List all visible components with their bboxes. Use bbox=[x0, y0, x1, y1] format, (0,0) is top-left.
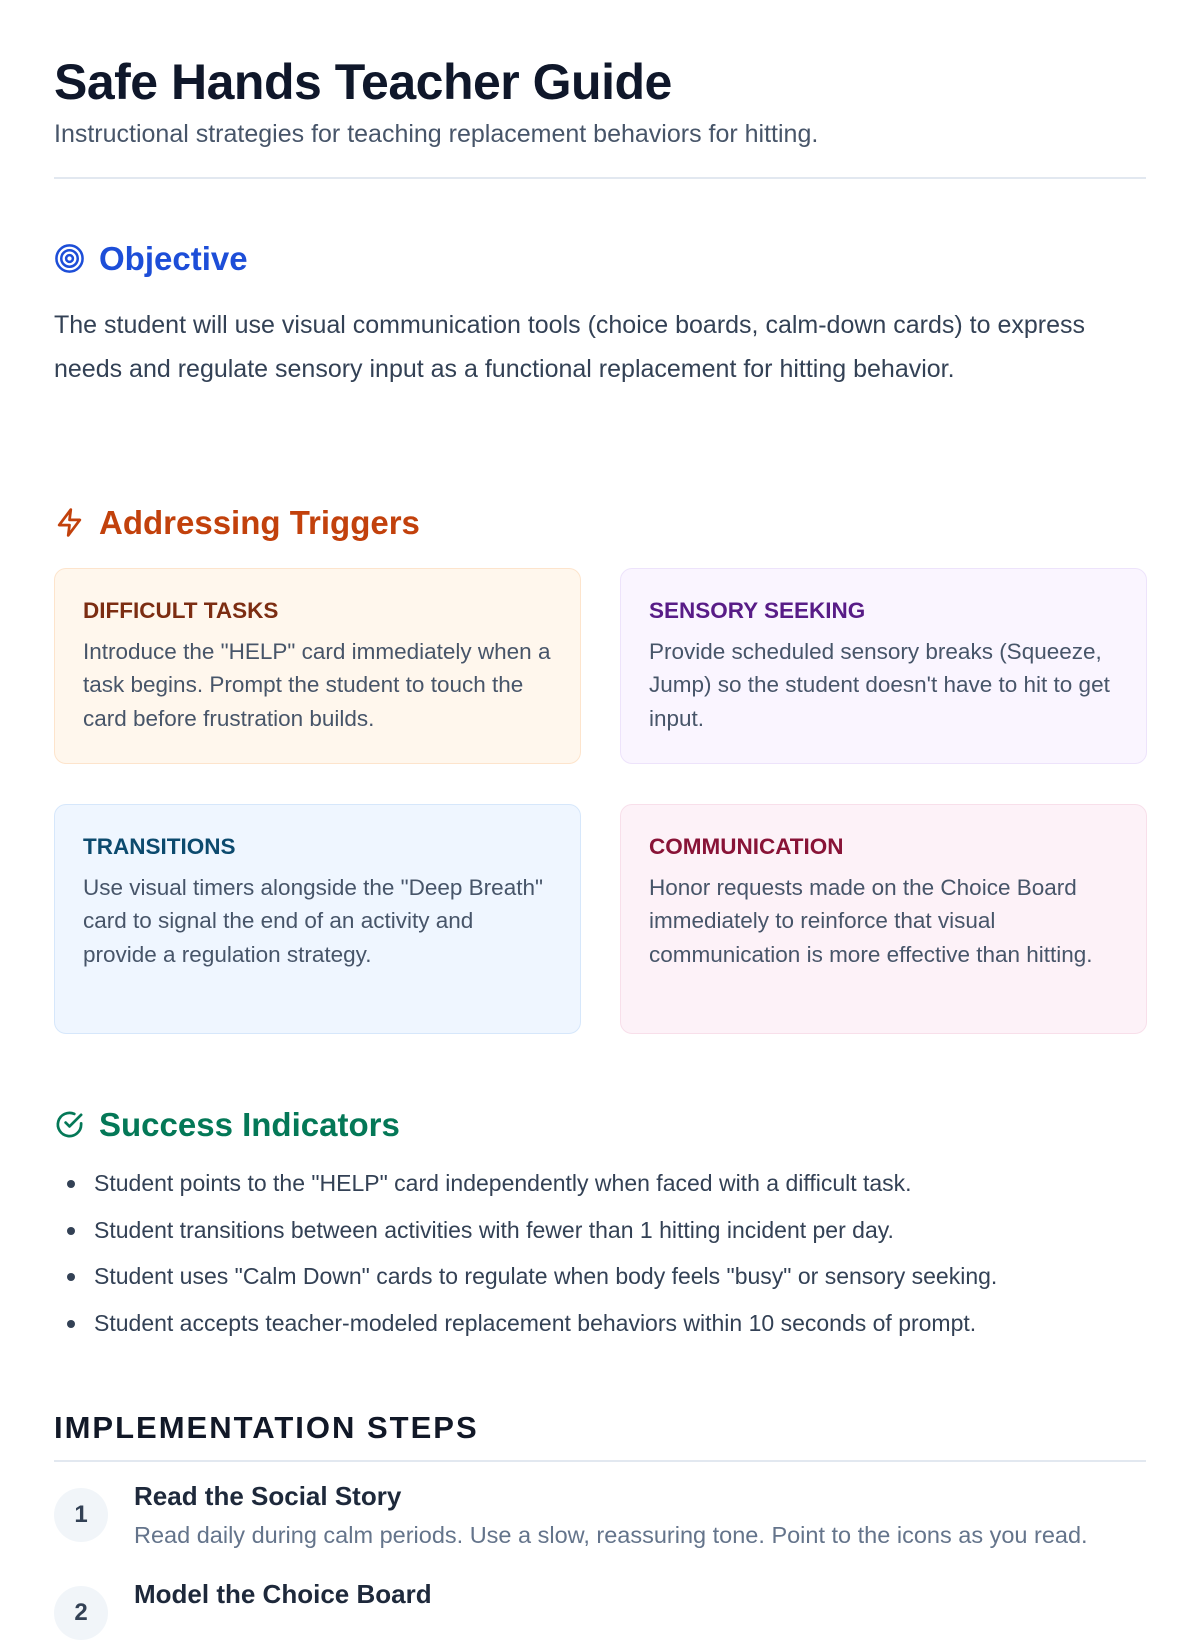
lightning-bolt-icon bbox=[54, 507, 85, 538]
trigger-card-body: Provide scheduled sensory breaks (Squeeze, Jump) so the student doesn't have to hit to get input. bbox=[649, 638, 1110, 731]
header-divider bbox=[54, 177, 1146, 179]
trigger-card-title: COMMUNICATION bbox=[649, 834, 844, 859]
trigger-card-body: Honor requests made on the Choice Board immediately to reinforce that visual communication is more effective than hitting. bbox=[649, 874, 1093, 967]
success-heading-label: Success Indicators bbox=[99, 1106, 400, 1143]
step-number-badge: 2 bbox=[54, 1586, 108, 1640]
list-item: Student transitions between activities with fewer than 1 hitting incident per day. bbox=[54, 1213, 997, 1260]
step-description: Read daily during calm periods. Use a slow, reassuring tone. Point to the icons as you read. bbox=[134, 1522, 1088, 1548]
page-title: Safe Hands Teacher Guide bbox=[54, 54, 672, 110]
step-number-badge: 1 bbox=[54, 1488, 108, 1542]
objective-heading bbox=[54, 242, 248, 275]
objective-text: The student will use visual communication tools (choice boards, calm-down cards) to express needs and regulate sensory input as a functional replacement for hitting behavior. bbox=[54, 311, 1086, 383]
trigger-card-sensory-seeking bbox=[620, 568, 1147, 764]
check-circle-icon bbox=[54, 1109, 85, 1140]
trigger-card-body: Introduce the "HELP" card immediately when a task begins. Prompt the student to touch the card before frustration builds. bbox=[83, 638, 551, 731]
objective-heading-label: Objective bbox=[99, 240, 248, 277]
list-item: Student points to the "HELP" card independently when faced with a difficult task. bbox=[54, 1166, 997, 1213]
success-heading bbox=[54, 1108, 400, 1141]
triggers-heading bbox=[54, 506, 420, 539]
step-title: Model the Choice Board bbox=[134, 1579, 432, 1609]
trigger-card-title: DIFFICULT TASKS bbox=[83, 598, 279, 623]
trigger-card-body: Use visual timers alongside the "Deep Breath" card to signal the end of an activity and provide a regulation strategy. bbox=[83, 874, 543, 967]
success-indicator-list bbox=[54, 1166, 997, 1352]
trigger-card-transitions bbox=[54, 804, 581, 1034]
step-title: Read the Social Story bbox=[134, 1481, 402, 1511]
trigger-card-difficult-tasks bbox=[54, 568, 581, 764]
implementation-divider bbox=[54, 1460, 1146, 1462]
list-item: Student accepts teacher-modeled replacement behaviors within 10 seconds of prompt. bbox=[54, 1306, 997, 1353]
trigger-card-title: SENSORY SEEKING bbox=[649, 598, 866, 623]
list-item: Student uses "Calm Down" cards to regulate when body feels "busy" or sensory seeking. bbox=[54, 1259, 997, 1306]
implementation-heading: IMPLEMENTATION STEPS bbox=[54, 1410, 479, 1445]
page-subtitle: Instructional strategies for teaching replacement behaviors for hitting. bbox=[54, 120, 819, 148]
trigger-card-title: TRANSITIONS bbox=[83, 834, 236, 859]
trigger-card-communication bbox=[620, 804, 1147, 1034]
triggers-heading-label: Addressing Triggers bbox=[99, 504, 420, 541]
target-icon bbox=[54, 243, 85, 274]
